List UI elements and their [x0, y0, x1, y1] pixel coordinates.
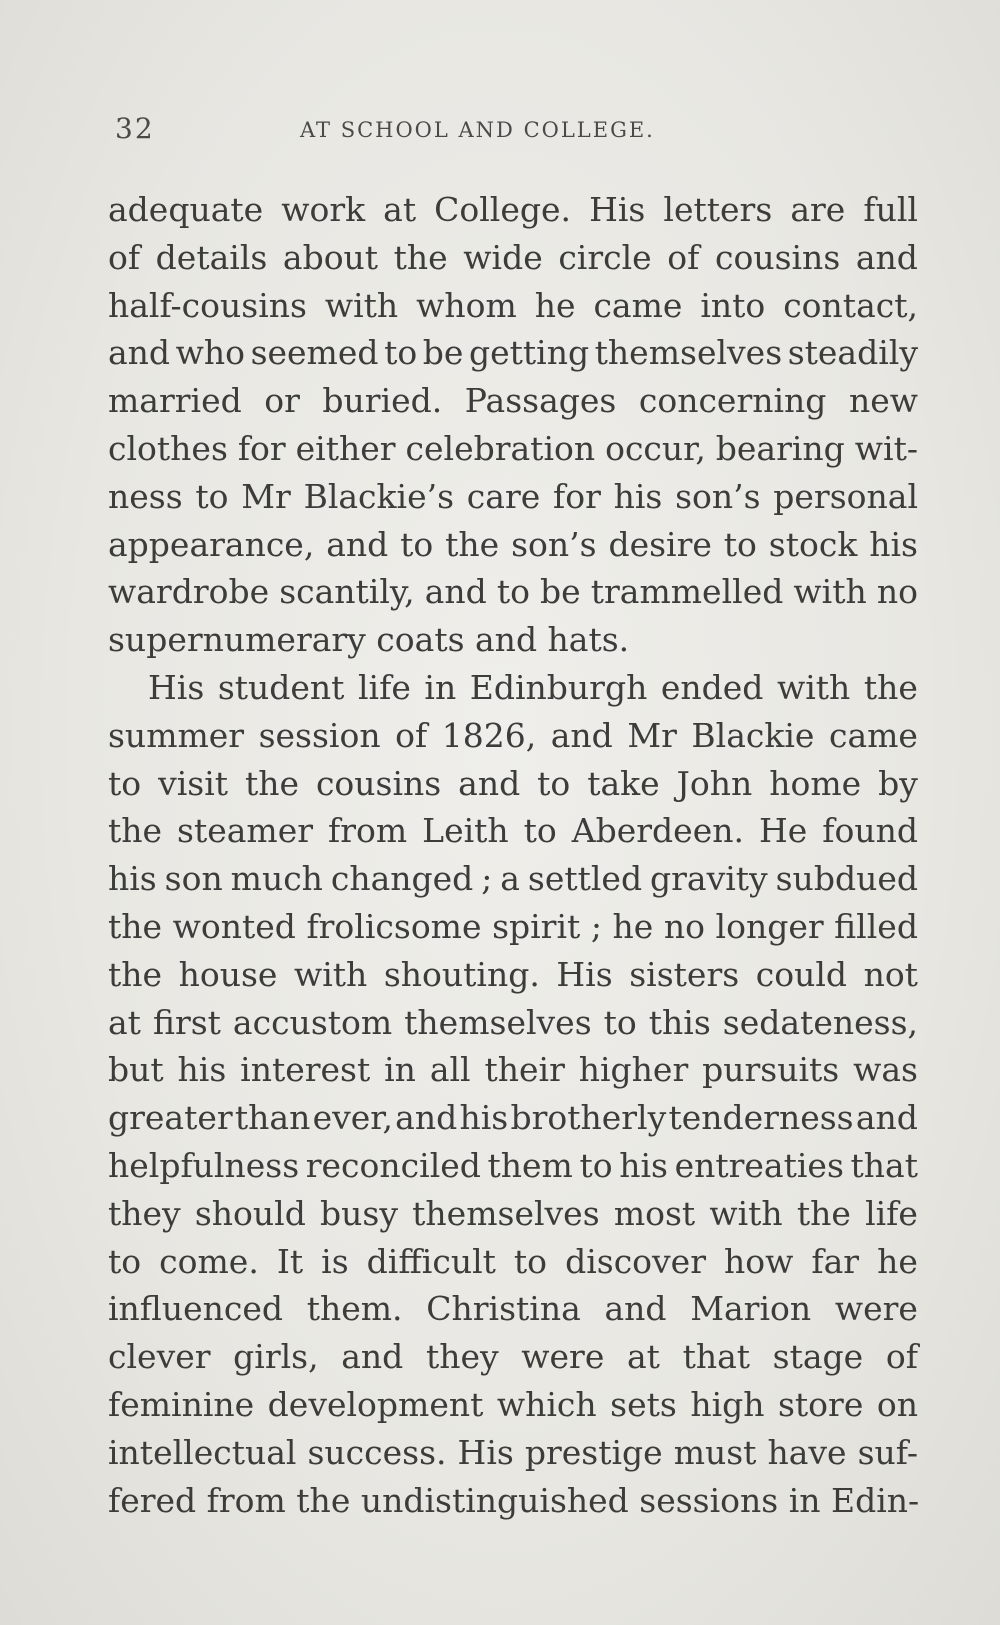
page-number: 32: [115, 112, 155, 145]
page-header: [115, 112, 915, 152]
paragraph: [108, 664, 918, 1524]
text-line: influenced them. Christina and Marion were: [108, 1289, 918, 1329]
paragraph: [108, 186, 918, 664]
running-head: AT SCHOOL AND COLLEGE.: [300, 118, 655, 142]
text-line: His student life in Edinburgh ended with the: [148, 667, 918, 707]
text-line: appearance, and to the son’s desire to stock his: [108, 524, 918, 564]
body-text: [108, 186, 918, 1524]
text-line: and who seemed to be getting themselves steadily: [108, 333, 918, 373]
text-line: feminine development which sets high store on: [108, 1384, 918, 1424]
text-line: fered from the undistinguished sessions in Edin-: [108, 1480, 920, 1520]
text-line: intellectual success. His prestige must have suf-: [108, 1432, 918, 1472]
text-line: but his interest in all their higher pursuits was: [108, 1050, 918, 1090]
text-line: half-cousins with whom he came into contact,: [108, 285, 918, 325]
text-line: clever girls, and they were at that stage of: [108, 1337, 918, 1377]
text-line: to come. It is difficult to discover how far he: [108, 1241, 918, 1281]
text-line: wardrobe scantily, and to be trammelled with no: [108, 572, 918, 612]
text-line: of details about the wide circle of cousins and: [108, 237, 918, 277]
text-line: supernumerary coats and hats.: [108, 620, 630, 660]
text-line: to visit the cousins and to take John home by: [108, 763, 918, 803]
text-line: summer session of 1826, and Mr Blackie came: [108, 715, 918, 755]
text-line: they should busy themselves most with the life: [108, 1193, 918, 1233]
text-line: at first accustom themselves to this sedateness,: [108, 1002, 918, 1042]
text-line: clothes for either celebration occur, bearing wit-: [108, 428, 918, 468]
text-line: ness to Mr Blackie’s care for his son’s personal: [108, 476, 918, 516]
text-line: helpfulness reconciled them to his entreaties that: [108, 1145, 918, 1185]
text-line: the wonted frolicsome spirit ; he no longer filled: [108, 906, 918, 946]
text-line: adequate work at College. His letters are full: [108, 190, 918, 229]
text-line: married or buried. Passages concerning new: [108, 381, 918, 421]
text-line: greater than ever, and his brotherly tenderness and: [108, 1098, 918, 1138]
text-line: the steamer from Leith to Aberdeen. He found: [108, 811, 918, 851]
text-line: the house with shouting. His sisters could not: [108, 954, 918, 994]
text-line: his son much changed ; a settled gravity subdued: [108, 859, 918, 899]
